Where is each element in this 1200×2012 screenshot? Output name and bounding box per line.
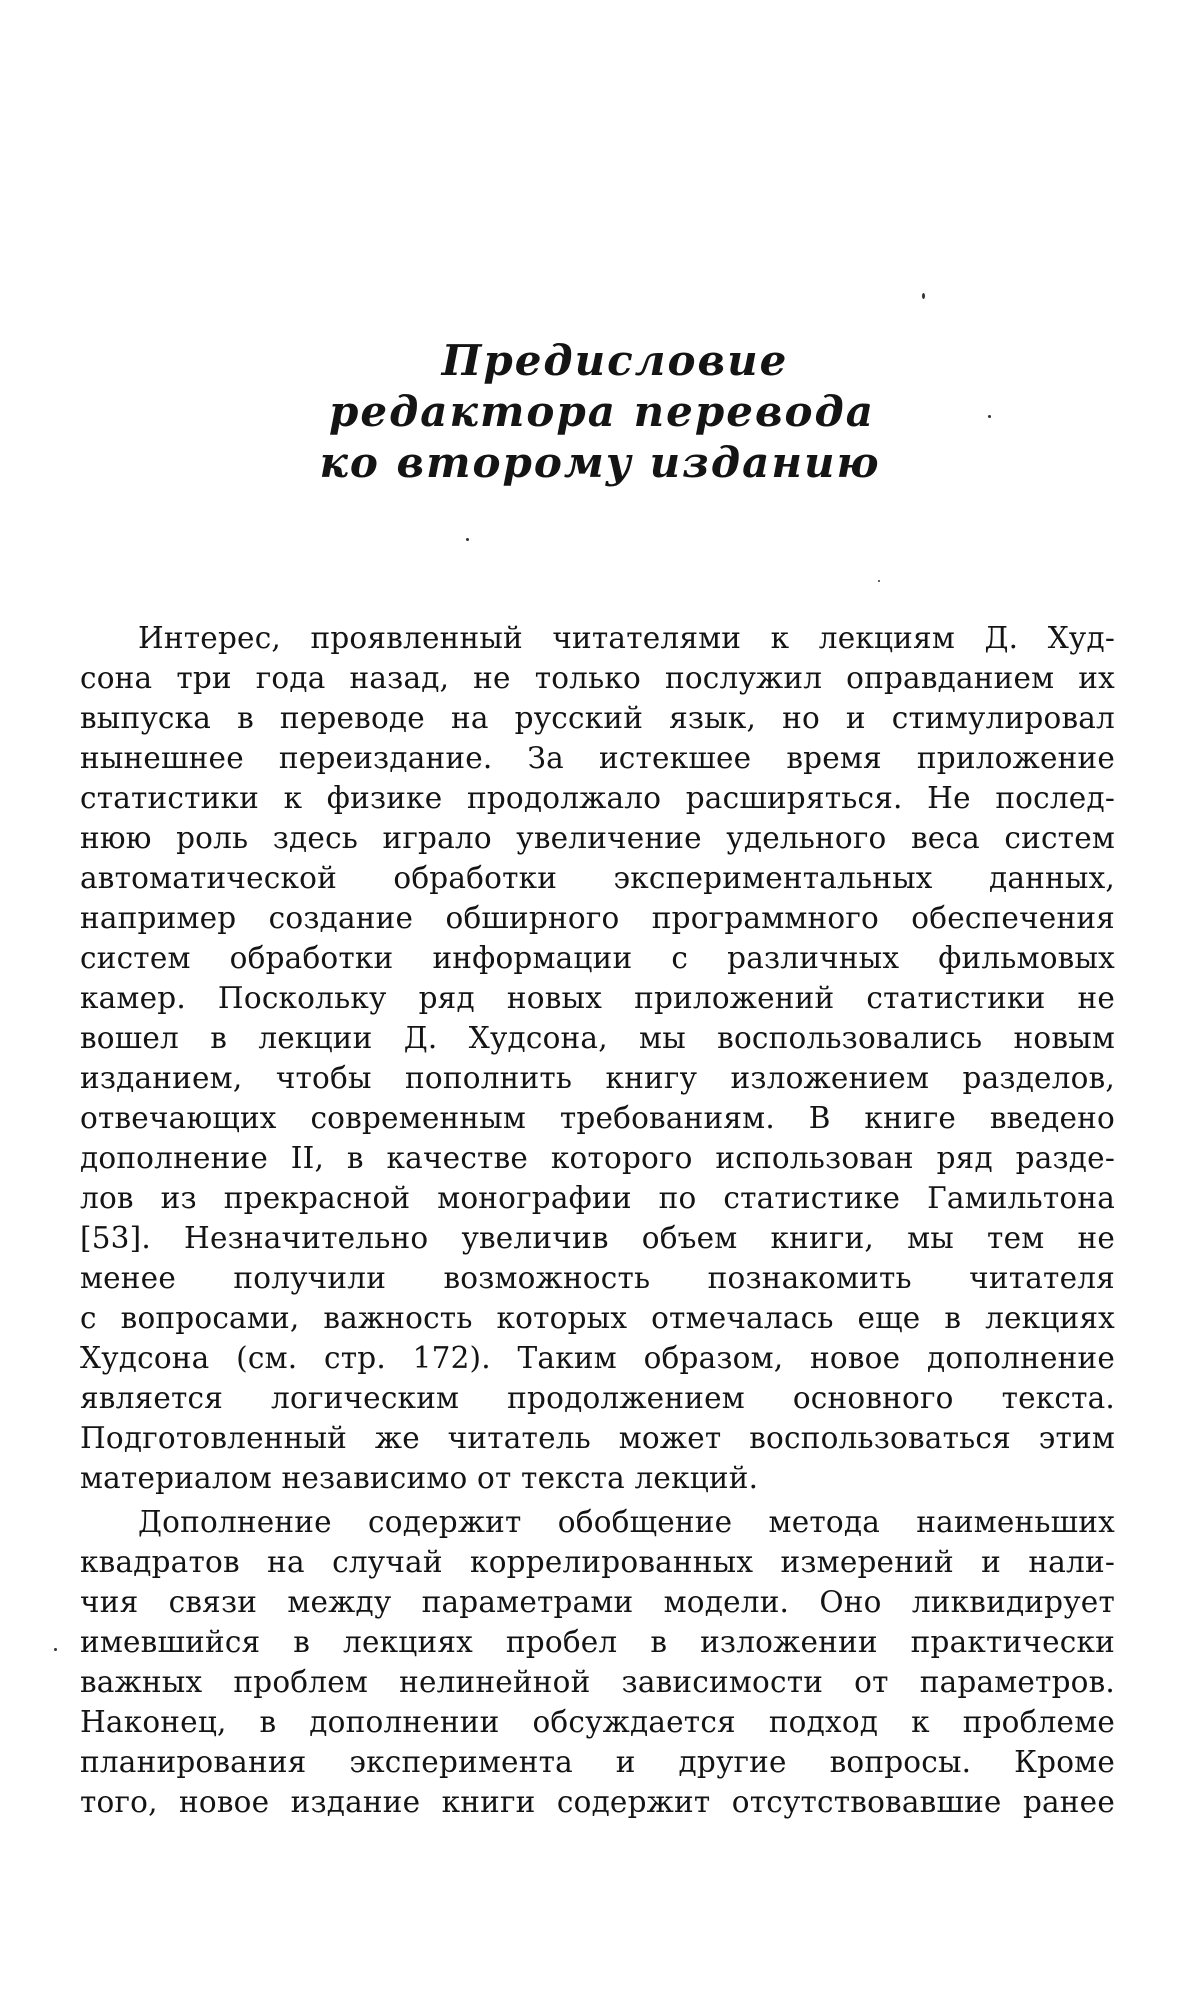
text-line: планирования эксперимента и другие вопросы. Кроме (80, 1745, 1115, 1779)
text-line: квадратов на случай коррелированных измерений и нали- (80, 1545, 1115, 1579)
scan-speck (54, 1648, 57, 1651)
text-line: важных проблем нелинейной зависимости от параметров. (80, 1665, 1115, 1699)
text-line: статистики к физике продолжало расширяться. Не послед- (80, 781, 1115, 815)
heading-line-3: ко второму изданию (319, 438, 881, 487)
text-line: сона три года назад, не только послужил оправданием их (80, 661, 1115, 695)
text-line: является логическим продолжением основного текста. (80, 1381, 1115, 1415)
paragraph-1 (80, 618, 1115, 1498)
chapter-heading (0, 335, 1200, 488)
heading-line-1: Предисловие (441, 336, 789, 385)
scan-speck (466, 538, 469, 541)
text-line: того, новое издание книги содержит отсутствовавшие ранее (80, 1785, 1115, 1819)
text-line: камер. Поскольку ряд новых приложений статистики не (80, 981, 1115, 1015)
text-line: дополнение II, в качестве которого использован ряд разде- (80, 1141, 1115, 1175)
heading-line-2: редактора перевода (329, 387, 875, 436)
text-line: вошел в лекции Д. Худсона, мы воспользовались новым (80, 1021, 1115, 1055)
text-line: чия связи между параметрами модели. Оно ликвидирует (80, 1585, 1115, 1619)
text-line: лов из прекрасной монографии по статистике Гамильтона (80, 1181, 1115, 1215)
text-line: Дополнение содержит обобщение метода наименьших (138, 1505, 1115, 1539)
paragraph-2 (80, 1502, 1115, 1822)
body-text (80, 618, 1115, 1822)
text-line: нынешнее переиздание. За истекшее время приложение (80, 741, 1115, 775)
scan-speck (988, 415, 991, 418)
scan-speck (922, 293, 925, 299)
text-line: систем обработки информации с различных фильмовых (80, 941, 1115, 975)
text-line: с вопросами, важность которых отмечалась еще в лекциях (80, 1301, 1115, 1335)
text-line: выпуска в переводе на русский язык, но и стимулировал (80, 701, 1115, 735)
text-line: нюю роль здесь играло увеличение удельного веса систем (80, 821, 1115, 855)
text-line: изданием, чтобы пополнить книгу изложением разделов, (80, 1061, 1115, 1095)
text-line: Наконец, в дополнении обсуждается подход к проблеме (80, 1705, 1115, 1739)
text-line: Худсона (см. стр. 172). Таким образом, новое дополнение (80, 1341, 1115, 1375)
text-line: Подготовленный же читатель может воспользоваться этим (80, 1421, 1115, 1455)
text-line: материалом независимо от текста лекций. (80, 1461, 759, 1495)
scan-speck (878, 580, 880, 582)
text-line: отвечающих современным требованиям. В книге введено (80, 1101, 1115, 1135)
text-line: [53]. Незначительно увеличив объем книги, мы тем не (80, 1221, 1115, 1255)
text-line: автоматической обработки экспериментальных данных, (80, 861, 1115, 895)
text-line: Интерес, проявленный читателями к лекциям Д. Худ- (138, 621, 1115, 655)
text-line: имевшийся в лекциях пробел в изложении практически (80, 1625, 1115, 1659)
text-line: например создание обширного программного обеспечения (80, 901, 1115, 935)
text-line: менее получили возможность познакомить читателя (80, 1261, 1115, 1295)
